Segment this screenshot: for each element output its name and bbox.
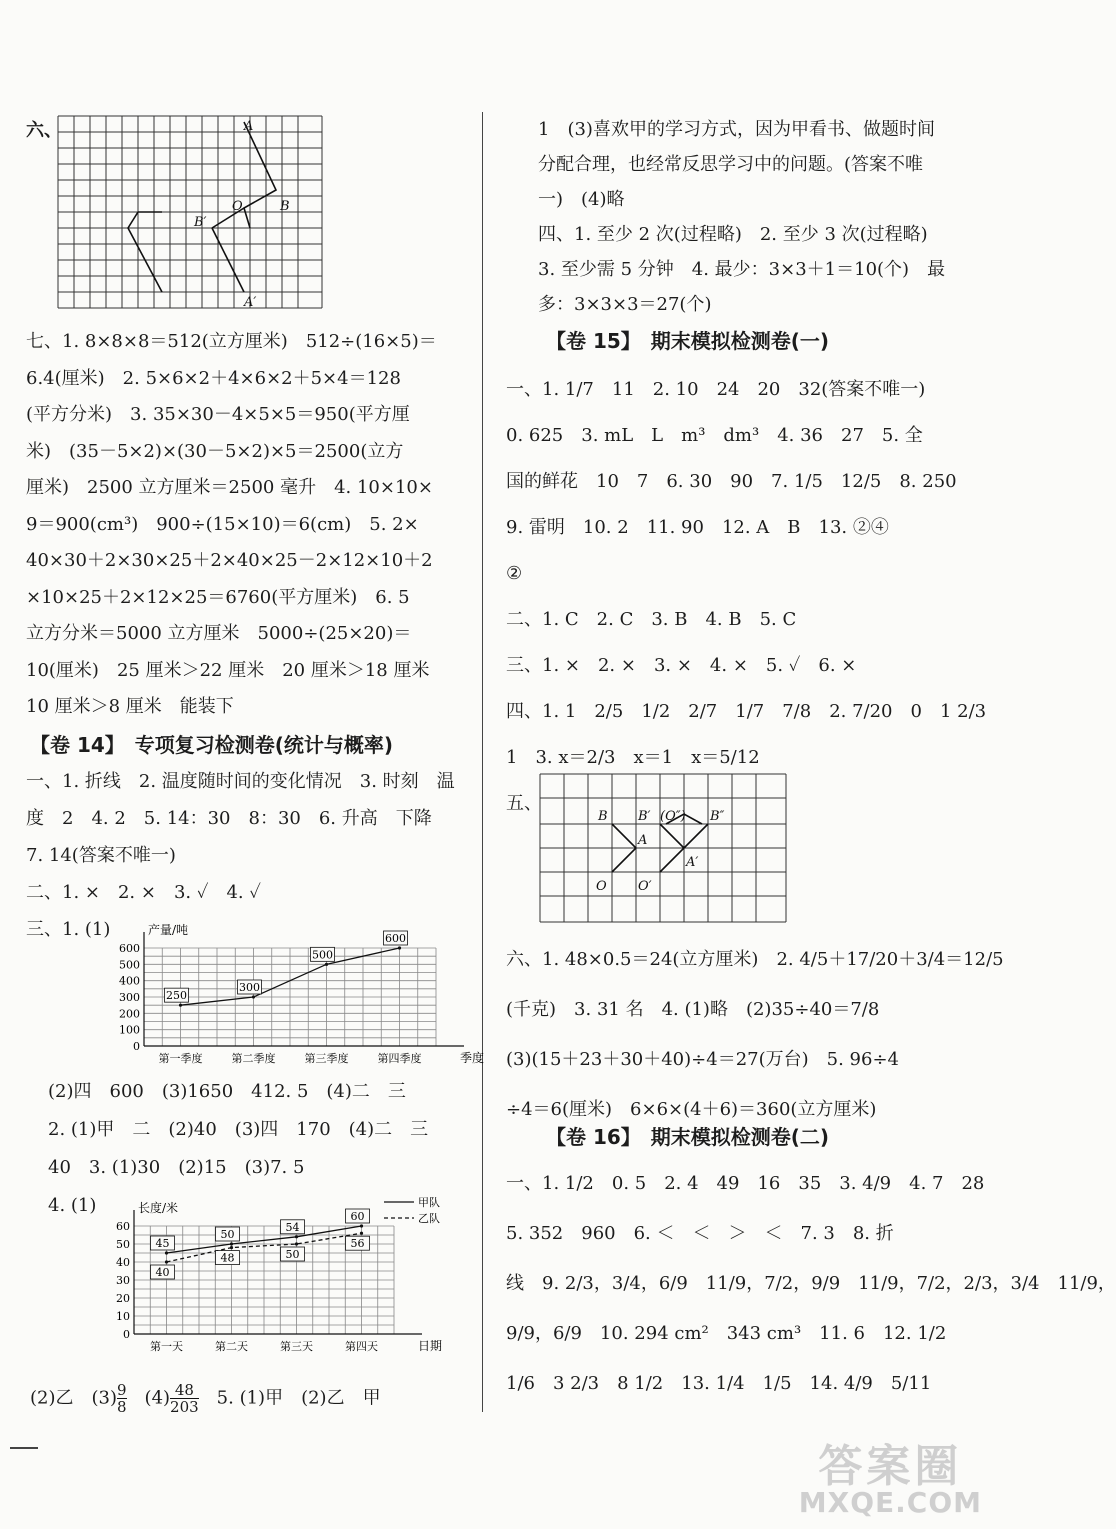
juan15-line: 一、1. 1/7 11 2. 10 24 20 32(答案不唯一) [506,379,926,400]
watermark-url: MXQE.COM [798,1486,982,1519]
x-tick-label: 第三天 [280,1340,313,1353]
x-tick-label: 第三季度 [304,1052,349,1065]
data-point [360,1232,363,1235]
y-tick-label: 100 [119,1023,140,1037]
juan14-cont-line: 2. (1)甲 二 (2)40 (3)四 170 (4)二 三 [48,1119,429,1140]
y-tick-label: 20 [116,1292,130,1305]
juan15-line: 9. 雷明 10. 2 11. 90 12. A B 13. ②④ [506,517,889,538]
five-point-b: B [598,809,608,824]
right-top-line: 分配合理，也经常反思学习中的问题。(答案不唯 [538,154,924,175]
right-top-line: 1 (3)喜欢甲的学习方式，因为甲看书、做题时间 [538,119,935,140]
five-point-o: O [596,879,607,894]
y-tick-label: 500 [119,958,140,972]
y-axis-label: 长度/米 [138,1201,179,1215]
y-tick-label: 30 [116,1274,130,1287]
juan14-line: 三、1. (1) [26,919,111,940]
y-axis-label: 产量/吨 [148,923,189,937]
footer-rule [10,1447,38,1449]
juan15-line: ② [506,563,523,584]
five-point-o-prime: O′ [638,879,652,894]
juan16-line: 9/9，6/9 10. 294 cm² 343 cm³ 11. 6 12. 1/2 [506,1323,947,1344]
y-tick-label: 40 [116,1256,130,1269]
data-label: 500 [312,948,333,962]
five-point-a-prime: A′ [686,855,699,870]
data-point [179,1004,182,1007]
data-point [165,1251,168,1254]
section-seven-line: 6.4(厘米) 2. 5×6×2＋4×6×2＋5×4＝128 [26,367,401,389]
juan15-cont-line: ÷4＝6(厘米) 6×6×(4＋6)＝360(立方厘米) [506,1099,877,1120]
juan16-line: 一、1. 1/2 0. 5 2. 4 49 16 35 3. 4/9 4. 7 28 [506,1173,985,1194]
juan14-final-line: (2)乙 (3) $\frac{9}{8}$ (4) $\frac{48}{203}$ 5. (1)甲 (2)乙 甲 [30,1381,381,1416]
y-tick-label: 60 [116,1220,130,1233]
watermark-logo: 答案圈 [818,1441,963,1492]
juan15-line: 0. 625 3. mL L m³ dm³ 4. 36 27 5. 全 [506,425,923,446]
data-label: 45 [155,1237,170,1250]
data-point [252,995,255,998]
five-point-b-prime: B′ [638,809,651,824]
production-line-chart [76,918,486,1072]
data-label: 300 [239,981,260,994]
data-point [295,1242,298,1245]
point-b-prime-label: B′ [194,215,207,230]
section-seven-line: 立方分米＝5000 立方厘米 5000÷(25×20)＝ [26,623,412,644]
y-tick-label: 600 [119,942,140,955]
right-top-line: 多：3×3×3＝27(个) [538,294,712,315]
data-point [230,1242,233,1245]
section-seven-line: 七、1. 8×8×8＝512(立方厘米) 512÷(16×5)＝ [26,331,437,352]
data-label: 48 [220,1251,235,1265]
x-tick-label: 第一天 [150,1340,183,1353]
juan14-line: 一、1. 折线 2. 温度随时间的变化情况 3. 时刻 温 [26,771,455,792]
juan15-line: 三、1. × 2. × 3. × 4. × 5. ✓ 6. × [506,655,857,676]
juan14-line: 二、1. × 2. × 3. ✓ 4. ✓ [26,882,261,903]
data-label: 600 [385,932,406,945]
data-point [230,1246,233,1249]
data-label: 50 [285,1248,300,1261]
data-point [165,1260,168,1263]
right-top-line: 四、1. 至少 2 次(过程略) 2. 至少 3 次(过程略) [538,224,928,245]
y-tick-label: 50 [116,1238,130,1251]
juan16-line: 1/6 3 2/3 8 1/2 13. 1/4 1/5 14. 4/9 5/11 [506,1373,932,1394]
right-top-line: 一) (4)略 [538,189,625,210]
five-point-b-double-prime: B″ [710,809,725,824]
five-point-a: A [638,833,648,848]
x-axis-label: 日期 [418,1339,443,1353]
grid-figure-six [58,116,324,312]
section-seven-line: 米) (35－5×2)×(30－5×2)×5＝2500(立方 [26,440,404,462]
data-label: 56 [350,1237,365,1251]
y-tick-label: 0 [123,1328,130,1341]
data-point [398,946,401,949]
x-tick-label: 第一季度 [158,1052,203,1065]
right-top-line: 3. 至少需 5 分钟 4. 最少：3×3＋1＝10(个) 最 [538,259,946,280]
juan15-line: 四、1. 1 2/5 1/2 2/7 1/7 7/8 2. 7/20 0 1 2/3 [506,701,987,722]
juan16-line: 线 9. 2/3，3/4，6/9 11/9，7/2，9/9 11/9，7/2，2/3，3/4 11/9， [506,1273,1116,1294]
x-tick-label: 第四季度 [377,1052,422,1065]
x-tick-label: 第四天 [345,1340,378,1353]
watermark [798,1441,982,1519]
y-tick-label: 0 [133,1040,140,1053]
grid-figure-five [540,774,790,926]
point-o-label: O [232,199,243,214]
point-a-label: A [244,119,254,134]
data-point [360,1224,363,1227]
section-seven-line: 10(厘米) 25 厘米＞22 厘米 20 厘米＞18 厘米 [26,659,430,681]
data-label: 54 [285,1220,300,1234]
y-tick-label: 10 [116,1310,130,1323]
data-label: 250 [166,989,187,1003]
section-seven-line: ×10×25＋2×12×25＝6760(平方厘米) 6. 5 [26,586,410,608]
point-a-prime-label: A′ [244,295,257,310]
juan15-cont-line: 六、1. 48×0.5＝24(立方厘米) 2. 4/5＋17/20＋3/4＝12/5 [506,949,1004,970]
juan16-title: 【卷 16】 期末模拟检测卷(二) [546,1125,830,1149]
juan15-line: 1 3. x＝2/3 x＝1 x＝5/12 [506,747,760,768]
section-seven-line: (平方分米) 3. 35×30－4×5×5＝950(平方厘 [26,404,410,425]
juan15-title: 【卷 15】 期末模拟检测卷(一) [546,329,830,353]
x-tick-label: 第二天 [215,1340,248,1353]
y-tick-label: 300 [119,991,140,1004]
section-six-label: 六、 [26,120,62,141]
section-seven-line: 10 厘米＞8 厘米 能装下 [26,696,234,717]
juan14-title: 【卷 14】 专项复习检测卷(统计与概率) [30,733,394,757]
y-tick-label: 400 [119,974,140,988]
data-label: 40 [155,1266,170,1279]
juan15-line: 五、 [506,793,542,814]
data-point [325,963,328,966]
juan14-cont-line: 4. (1) [48,1195,97,1216]
juan15-cont-line: (千克) 3. 31 名 4. (1)略 (2)35÷40＝7/8 [506,999,880,1020]
data-label: 60 [350,1210,365,1223]
data-point [295,1235,298,1238]
x-tick-label: 第二季度 [231,1052,276,1065]
juan16-line: 5. 352 960 6. ＜ ＜ ＞ ＜ 7. 3 8. 折 [506,1223,894,1244]
y-tick-label: 200 [119,1007,140,1021]
x-axis-label: 季度 [460,1051,485,1065]
five-point-o-double-prime: (O″) [660,809,686,824]
juan14-line: 度 2 4. 2 5. 14：30 8：30 6. 升高 下降 [26,808,432,829]
legend-label: 乙队 [418,1212,440,1225]
data-label: 50 [220,1228,235,1241]
legend-label: 甲队 [418,1196,440,1209]
juan14-line: 7. 14(答案不唯一) [26,845,176,866]
juan15-line: 二、1. C 2. C 3. B 4. B 5. C [506,609,797,630]
juan15-line: 国的鲜花 10 7 6. 30 90 7. 1/5 12/5 8. 250 [506,471,957,492]
juan14-cont-line: (2)四 600 (3)1650 412. 5 (4)二 三 [48,1081,406,1102]
point-b-label: B [280,199,290,214]
team-length-line-chart [76,1194,486,1366]
section-seven-line: 40×30＋2×30×25＋2×40×25－2×12×10＋2 [26,550,433,571]
section-seven-line: 9＝900(cm³) 900÷(15×10)＝6(cm) 5. 2× [26,513,419,535]
juan14-cont-line: 40 3. (1)30 (2)15 (3)7. 5 [48,1157,305,1178]
juan15-cont-line: (3)(15＋23＋30＋40)÷4＝27(万台) 5. 96÷4 [506,1049,899,1070]
section-seven-line: 厘米) 2500 立方厘米＝2500 毫升 4. 10×10× [26,477,433,498]
